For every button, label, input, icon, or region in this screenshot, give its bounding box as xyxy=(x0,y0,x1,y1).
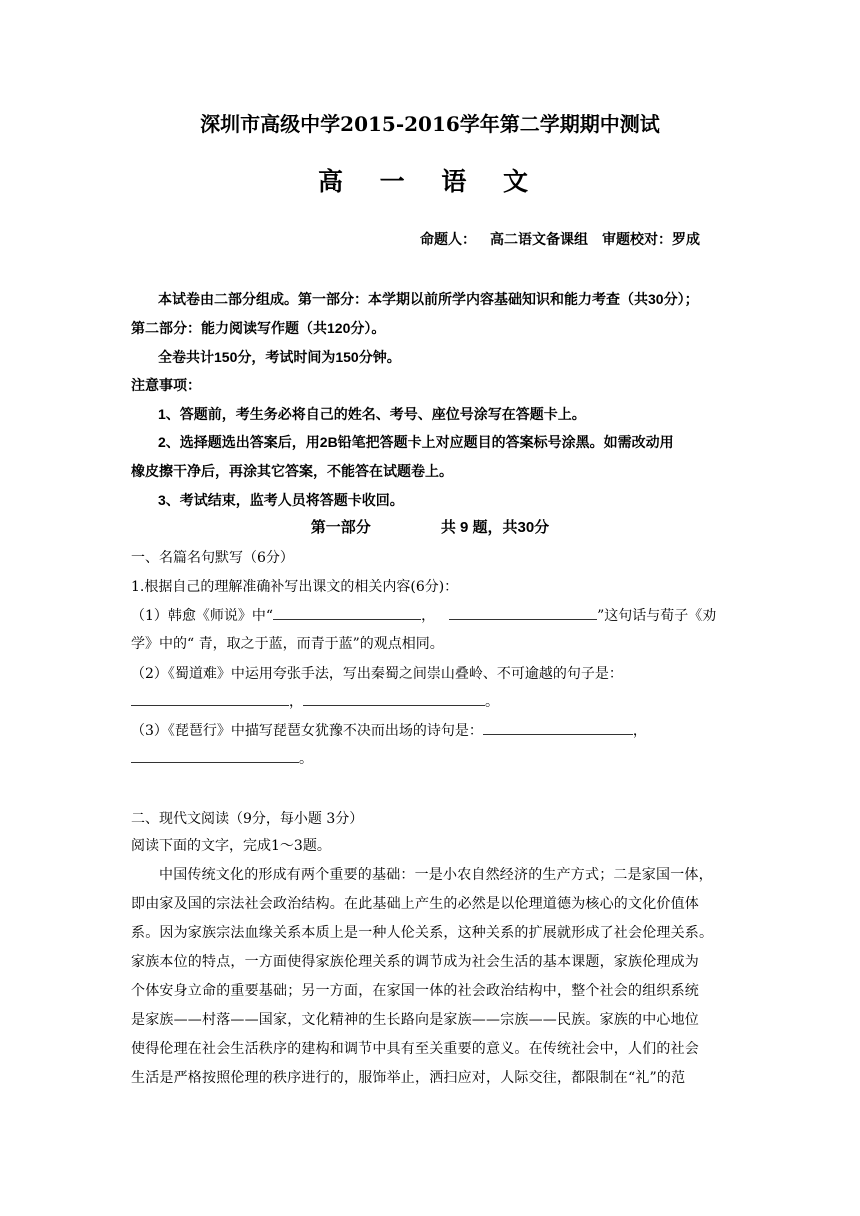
intro-line-3: 全卷共计150分，考试时间为150分钟。 xyxy=(158,349,401,365)
part1-label: 第一部分 xyxy=(310,519,371,536)
passage-line: 是家族——村落——国家，文化精神的生长路向是家族——宗族——民族。家族的中心地位 xyxy=(131,1012,699,1028)
question-1-1-line-b: 学》中的“ 青，取之于蓝，而青于蓝”的观点相同。 xyxy=(131,636,444,652)
question-1-2-line-b: ， 。 xyxy=(131,691,499,711)
notice-item-3: 3、考试结束，监考人员将答题卡收回。 xyxy=(158,492,404,508)
question-1-3-line-b: 。 xyxy=(131,748,313,768)
answer-blank[interactable] xyxy=(273,606,421,620)
answer-blank[interactable] xyxy=(131,749,299,763)
passage-line: 生活是严格按照伦理的秩序进行的，服饰举止，洒扫应对，人际交往，都限制在“礼”的范 xyxy=(131,1070,686,1086)
section2-instruction: 阅读下面的文字，完成1～3题。 xyxy=(131,838,331,854)
answer-blank[interactable] xyxy=(449,606,597,620)
author-line xyxy=(420,229,714,249)
subject-title: 高 一 语 文 xyxy=(317,167,543,196)
passage-line: 即由家及国的宗法社会政治结构。在此基础上产生的必然是以伦理道德为核心的文化价值体 xyxy=(131,896,699,912)
passage-line: 家族本位的特点，一方面使得家族伦理关系的调节成为社会生活的基本课题，家族伦理成为 xyxy=(131,954,699,970)
question-1: 1.根据自己的理解准确补写出课文的相关内容(6分)： xyxy=(131,579,459,595)
notice-item-1: 1、答题前，考生务必将自己的姓名、考号、座位号涂写在答题卡上。 xyxy=(158,406,586,422)
passage-line: 使得伦理在社会生活秩序的建构和调节中具有至关重要的意义。在传统社会中，人们的社会 xyxy=(131,1041,699,1057)
notice-heading: 注意事项： xyxy=(131,377,201,393)
author-value: 高二语文备课组 xyxy=(490,231,588,247)
answer-blank[interactable] xyxy=(303,692,485,706)
intro-line-1: 本试卷由二部分组成。第一部分：本学期以前所学内容基础知识和能力考查（共30分）； xyxy=(158,291,699,307)
notice-item-2a: 2、选择题选出答案后，用2B铅笔把答题卡上对应题目的答案标号涂黑。如需改动用 xyxy=(158,434,674,450)
author-label: 命题人： xyxy=(420,231,476,247)
answer-blank[interactable] xyxy=(483,721,633,735)
passage-line: 中国传统文化的形成有两个重要的基础：一是小农自然经济的生产方式；二是家国一体， xyxy=(159,867,713,883)
question-1-3-line-a: （3）《琵琶行》中描写琵琶女犹豫不决而出场的诗句是： ， xyxy=(131,723,647,739)
passage-line: 个体安身立命的重要基础；另一方面，在家国一体的社会政治结构中，整个社会的组织系统 xyxy=(131,983,699,999)
question-1-2-line-a: （2）《蜀道难》中运用夸张手法，写出秦蜀之间崇山叠岭、不可逾越的句子是： xyxy=(131,666,623,682)
section2-heading: 二、现代文阅读（9分，每小题 3分） xyxy=(131,811,364,827)
reviewer-text: 审题校对：罗成 xyxy=(602,231,700,247)
section1-heading: 一、名篇名句默写（6分） xyxy=(131,550,294,566)
answer-blank[interactable] xyxy=(131,692,289,706)
question-1-1-line-a: （1）韩愈《师说》中“ ， ”这句话与荀子《劝 xyxy=(131,608,717,624)
notice-item-2b: 橡皮擦干净后，再涂其它答案，不能答在试题卷上。 xyxy=(131,463,453,479)
part1-heading xyxy=(0,516,860,537)
passage-line: 系。因为家族宗法血缘关系本质上是一种人伦关系，这种关系的扩展就形成了社会伦理关系。 xyxy=(131,925,714,941)
exam-title: 深圳市高级中学2015-2016学年第二学期期中测试 xyxy=(200,112,660,136)
intro-line-2: 第二部分：能力阅读写作题（共120分）。 xyxy=(131,320,386,336)
part1-summary: 共 9 题，共30分 xyxy=(440,519,550,536)
